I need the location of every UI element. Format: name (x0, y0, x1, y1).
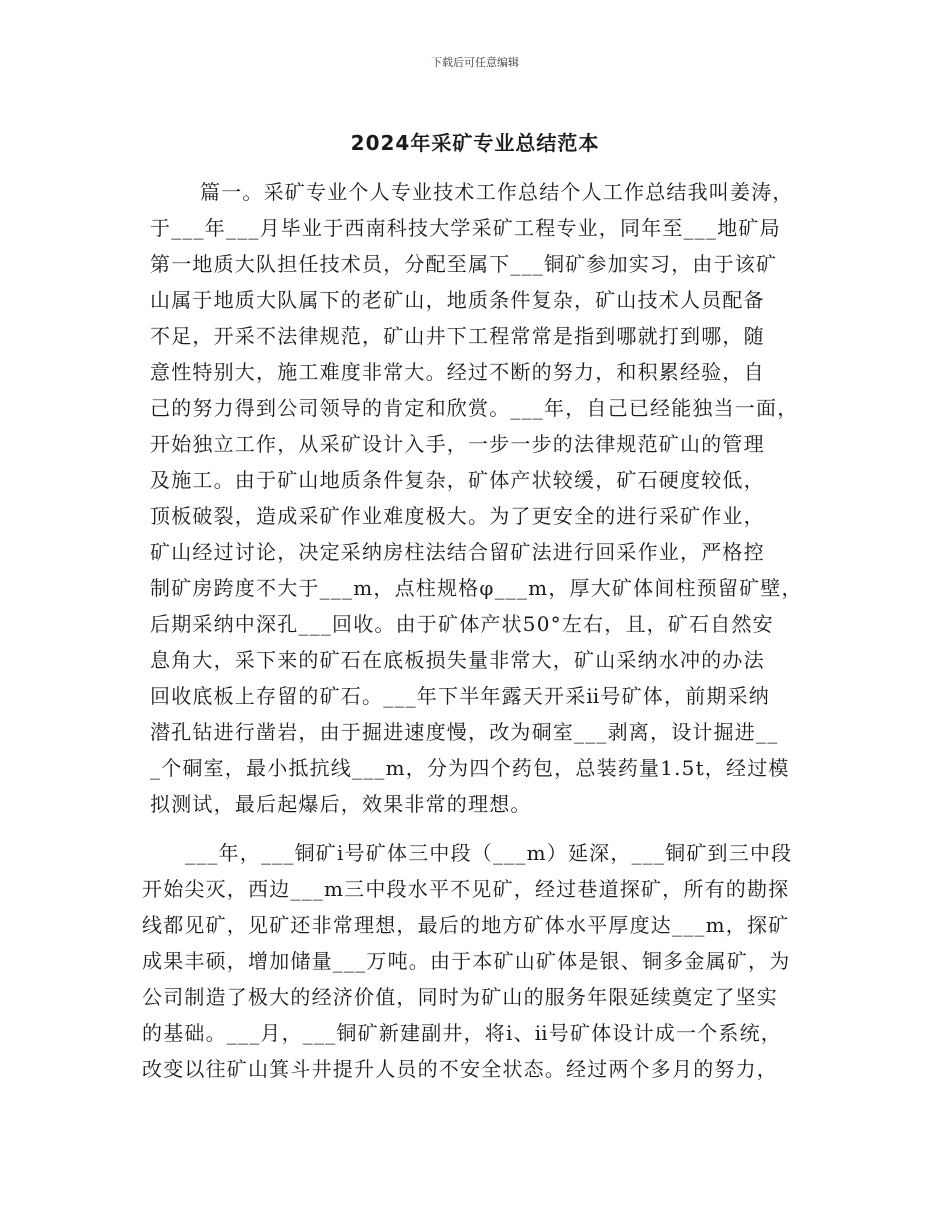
text-line: 山属于地质大队属下的老矿山，地质条件复杂，矿山技术人员配备 (150, 288, 765, 312)
text-line: 成果丰硕，增加储量___万吨。由于本矿山矿体是银、铜多金属矿，为 (142, 949, 791, 973)
text-line: 及施工。由于矿山地质条件复杂，矿体产状较缓，矿石硬度较低， (150, 468, 765, 492)
text-line: 矿山经过讨论，决定采纳房柱法结合留矿法进行回采作业，严格控 (150, 540, 765, 564)
text-line: 回收底板上存留的矿石。___年下半年露天开采ⅱ号矿体，前期采纳 (150, 684, 770, 708)
document-title: 2024年采矿专业总结范本 (350, 131, 600, 155)
text-line: ___年，___铜矿ⅰ号矿体三中段（___m）延深，___铜矿到三中段 (185, 841, 793, 865)
text-line: 不足，开采不法律规范，矿山井下工程常常是指到哪就打到哪，随 (150, 324, 765, 348)
text-line: 意性特别大，施工难度非常大。经过不断的努力，和积累经验，自 (150, 360, 765, 384)
text-line: 的基础。___月，___铜矿新建副井，将ⅰ、ⅱ号矿体设计成一个系统， (142, 1021, 782, 1045)
text-line: 开始独立工作，从采矿设计入手，一步一步的法律规范矿山的管理 (150, 432, 765, 456)
text-line: 后期采纳中深孔___回收。由于矿体产状50°左右，且，矿石自然安 (150, 612, 774, 636)
text-line: 第一地质大队担任技术员，分配至属下___铜矿参加实习，由于该矿 (150, 252, 778, 276)
text-line: 拟测试，最后起爆后，效果非常的理想。 (150, 792, 532, 816)
text-line: 篇一。采矿专业个人专业技术工作总结个人工作总结我叫姜涛， (200, 180, 794, 204)
text-line: 潜孔钻进行凿岩，由于掘进速度慢，改为硐室___剥离，设计掘进__ (150, 720, 779, 744)
text-line: 息角大，采下来的矿石在底板损失量非常大，矿山采纳水冲的办法 (150, 648, 765, 672)
text-line: 顶板破裂，造成采矿作业难度极大。为了更安全的进行采矿作业， (150, 504, 765, 528)
page-header: 下载后可任意编辑 (431, 56, 519, 69)
text-line: 于___年___月毕业于西南科技大学采矿工程专业，同年至___地矿局 (150, 216, 781, 240)
text-line: 改变以往矿山箕斗井提升人员的不安全状态。经过两个多月的努力， (142, 1057, 778, 1081)
text-line: _个硐室，最小抵抗线___m，分为四个药包，总装药量1.5t，经过模 (150, 756, 790, 780)
text-line: 开始尖灭，西边___m三中段水平不见矿，经过巷道探矿，所有的勘探 (142, 877, 790, 901)
text-line: 公司制造了极大的经济价值，同时为矿山的服务年限延续奠定了坚实 (142, 985, 778, 1009)
text-line: 线都见矿，见矿还非常理想，最后的地方矿体水平厚度达___m，探矿 (142, 913, 790, 937)
text-line: 己的努力得到公司领导的肯定和欣赏。___年，自己已经能独当一面， (150, 396, 799, 420)
text-line: 制矿房跨度不大于___m，点柱规格φ___m，厚大矿体间柱预留矿壁， (150, 576, 803, 600)
